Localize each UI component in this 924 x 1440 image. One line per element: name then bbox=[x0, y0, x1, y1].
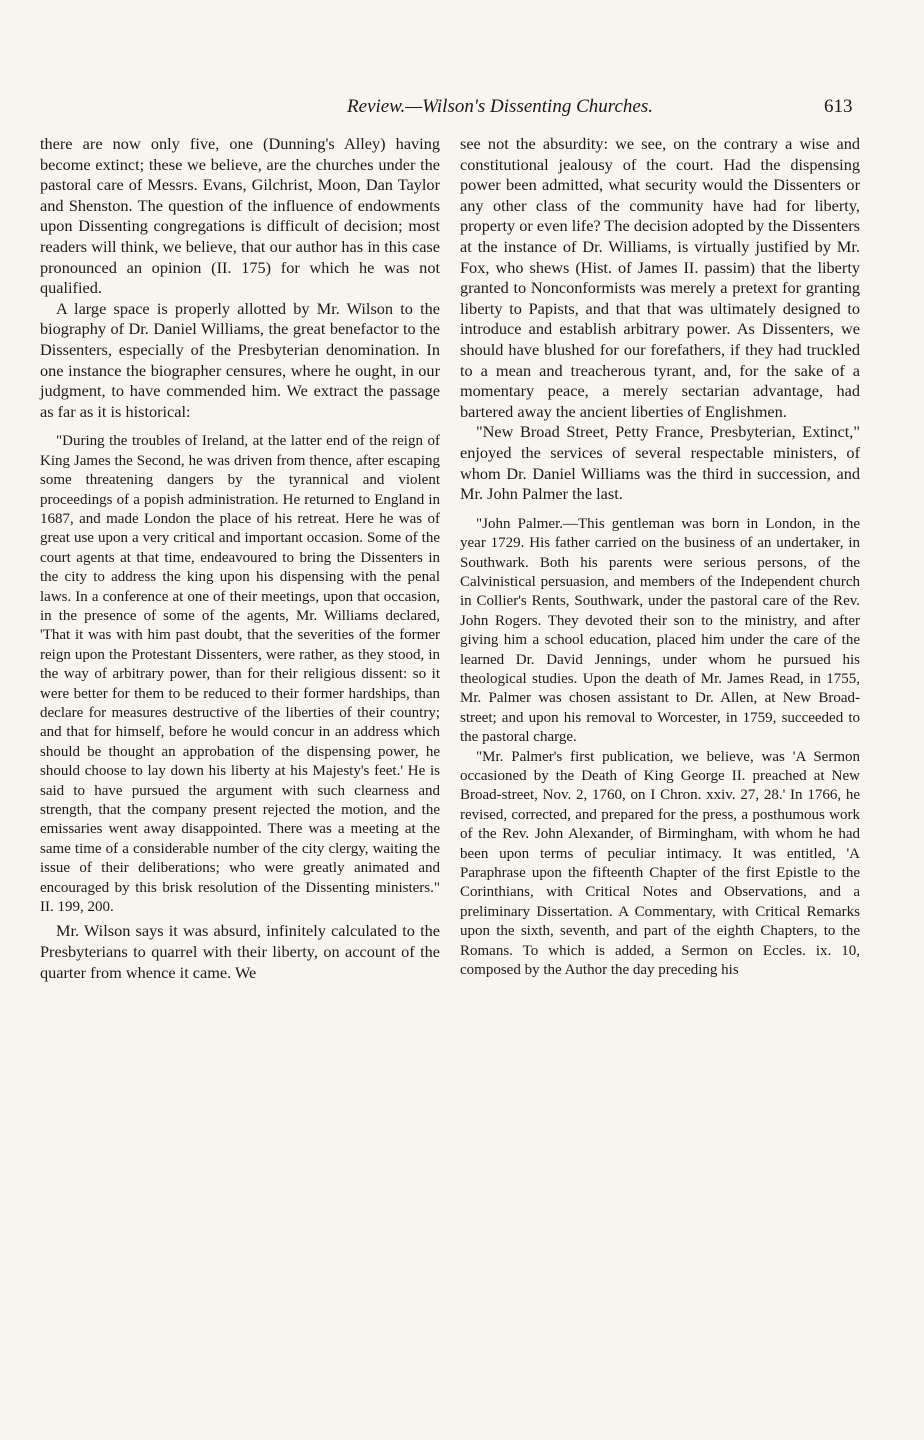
block-quote: "John Palmer.—This gentleman was born in London, in the year 1729. His father carried on the business of an undertaker, in Southwark. Both his parents were serious persons, of the Calvinistical persuasion, and members of the Independent church in Collier's Rents, Southwark, under the pastoral care of the Rev. John Rogers. They devoted their son to the ministry, and after giving him a school education, placed him under the care of the learned Dr. David Jennings, under whom he pursued his theological studies. Upon the death of Mr. James Read, in 1755, Mr. Palmer was chosen assistant to Dr. Allen, at New Broad-street; and upon his removal to Worcester, in 1759, succeeded to the pastoral charge. bbox=[460, 515, 860, 746]
paragraph: Mr. Wilson says it was absurd, infinitely calculated to the Presbyterians to quarrel with their liberty, on account of the quarter from whence it came. We bbox=[40, 921, 440, 982]
paragraph: A large space is properly allotted by Mr. Wilson to the biography of Dr. Daniel Williams, the great benefactor to the Dissenters, especially of the Presbyterian denomination. In one instance the biographer censures, where he ought, in our judgment, to have commended him. We extract the passage as far as it is historical: bbox=[40, 298, 440, 421]
page-number: 613 bbox=[824, 96, 853, 117]
block-quote: "Mr. Palmer's first publication, we believe, was 'A Sermon occasioned by the Death of King George II. preached at New Broad-street, Nov. 2, 1760, on I Chron. xxiv. 27, 28.' In 1766, he revised, corrected, and prepared for the press, a posthumous work of the Rev. John Alexander, of Birmingham, with whom he had been upon terms of peculiar intimacy. It was entitled, 'A Paraphrase upon the fifteenth Chapter of the first Epistle to the Corinthians, with Critical Notes and Observations, and a preliminary Dissertation. A Commentary, with Critical Remarks upon the sixth, seventh, and part of the eighth Chapters, to the Romans. To which is added, a Sermon on Eccles. ix. 10, composed by the Author the day preceding his bbox=[460, 748, 860, 979]
left-column bbox=[40, 134, 440, 983]
running-title: Review.—Wilson's Dissenting Churches. bbox=[347, 96, 653, 117]
block-quote: "During the troubles of Ireland, at the latter end of the reign of King James the Second, he was driven from thence, after escaping some threatening dangers by the tyrannical and violent proceedings of a popish administration. He returned to England in 1687, and made London the place of his retreat. Here he was of great use upon a very critical and important occasion. Some of the court agents at that time, endeavoured to bring the Dissenters in the city to address the king upon his dispensing with the penal laws. In a conference at one of their meetings, upon that occasion, in the presence of some of the agents, Mr. Williams declared, 'That it was with him past doubt, that the severities of the former reign upon the Protestant Dissenters, were rather, as they stood, in the way of arbitrary power, than for their religious dissent: so it were better for them to be reduced to their former hardships, than declare for measures destructive of the liberties of their country; and that for himself, before he would concur in an address which should be thought an approbation of the dispensing power, he should choose to lay down his liberty at his Majesty's feet.' He is said to have pursued the argument with such clearness and strength, that the company present rejected the motion, and the emissaries went away disappointed. There was a meeting at the same time of a considerable number of the city clergy, waiting the issue of their deliberations; who were greatly animated and encouraged by this brisk resolution of the Dissenting ministers." II. 199, 200. bbox=[40, 433, 440, 916]
paragraph: there are now only five, one (Dunning's Alley) having become extinct; these we believe, are the churches under the pastoral care of Messrs. Evans, Gilchrist, Moon, Dan Taylor and Shenston. The question of the influence of endowments upon Dissenting congregations is difficult of decision; most readers will think, we believe, that our author has in this case pronounced an opinion (II. 175) for which he was not qualified. bbox=[40, 134, 440, 298]
paragraph: "New Broad Street, Petty France, Presbyterian, Extinct," enjoyed the services of several respectable ministers, of whom Dr. Daniel Williams was the third in succession, and Mr. John Palmer the last. bbox=[460, 422, 860, 504]
right-column bbox=[460, 134, 860, 980]
paragraph: see not the absurdity: we see, on the contrary a wise and constitutional jealousy of the court. Had the dispensing power been admitted, what security would the Dissenters or any other class of the community have had for liberty, property or even life? The decision adopted by the Dissenters at the instance of Dr. Williams, is virtually justified by Mr. Fox, who shews (Hist. of James II. passim) that the liberty granted to Nonconformists was merely a pretext for granting liberty to Papists, and that that was ultimately designed to introduce and establish arbitrary power. As Dissenters, we should have blushed for our forefathers, if they had truckled to a mean and treacherous tyrant, and, for the sake of a momentary peace, a merely sectarian advantage, had bartered away the ancient liberties of Englishmen. bbox=[460, 134, 860, 421]
